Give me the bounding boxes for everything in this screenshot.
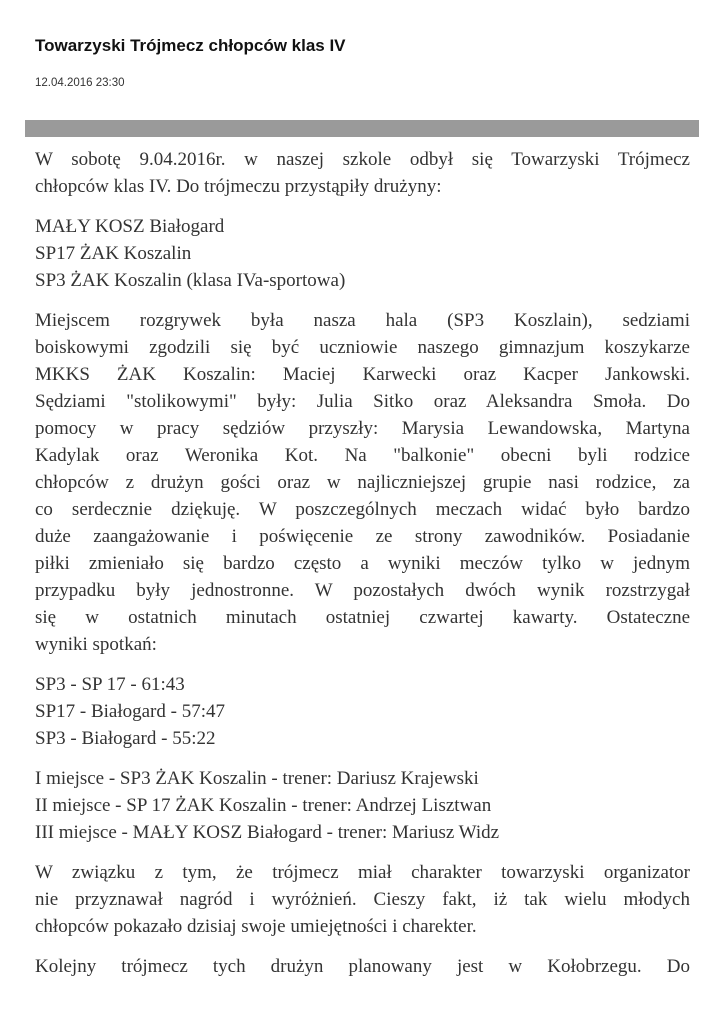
result-item: SP3 - Białogard - 55:22 <box>35 728 216 749</box>
body-line: Sędziami "stolikowymi" były: Julia Sitko oraz Aleksandra Smoła. Do <box>35 391 690 412</box>
closing-paragraph <box>35 859 690 940</box>
closing-line: chłopców pokazało dzisiaj swoje umiejętności i charekter. <box>35 916 477 937</box>
final-paragraph <box>35 953 690 980</box>
body-line: boiskowymi zgodzili się być uczniowie naszego gimnazjum koszykarze <box>35 337 690 358</box>
intro-paragraph <box>35 146 690 200</box>
header-divider-bar <box>25 120 699 137</box>
standing-item: III miejsce - MAŁY KOSZ Białogard - trener: Mariusz Widz <box>35 822 500 843</box>
standing-item: I miejsce - SP3 ŻAK Koszalin - trener: Dariusz Krajewski <box>35 768 479 789</box>
body-line: co serdecznie dziękuję. W poszczególnych meczach widać było bardzo <box>35 499 690 520</box>
team-item: SP17 ŻAK Koszalin <box>35 243 192 264</box>
article-body <box>35 146 690 993</box>
article-title: Towarzyski Trójmecz chłopców klas IV <box>35 36 346 55</box>
body-line: chłopców z drużyn gości oraz w najliczniejszej grupie nasi rodzice, za <box>35 472 690 493</box>
body-line: duże zaangażowanie i poświęcenie ze strony zawodników. Posiadanie <box>35 526 690 547</box>
results-list <box>35 671 690 752</box>
article-date: 12.04.2016 23:30 <box>35 77 125 89</box>
body-line: przypadku były jednostronne. W pozostałych dwóch wynik rozstrzygał <box>35 580 690 601</box>
body-line: Miejscem rozgrywek była nasza hala (SP3 Koszlain), sedziami <box>35 310 690 331</box>
result-item: SP17 - Białogard - 57:47 <box>35 701 225 722</box>
body-line: piłki zmieniało się bardzo często a wyniki meczów tylko w jednym <box>35 553 690 574</box>
closing-line: W związku z tym, że trójmecz miał charakter towarzyski organizator <box>35 862 690 883</box>
body-line: się w ostatnich minutach ostatniej czwartej kawarty. Ostateczne <box>35 607 690 628</box>
body-line: MKKS ŻAK Koszalin: Maciej Karwecki oraz Kacper Jankowski. <box>35 364 690 385</box>
body-paragraph <box>35 307 690 658</box>
team-item: MAŁY KOSZ Białogard <box>35 216 225 237</box>
teams-list <box>35 213 690 294</box>
closing-line: nie przyznawał nagród i wyróżnień. Cieszy fakt, iż tak wielu młodych <box>35 889 690 910</box>
final-line: Kolejny trójmecz tych drużyn planowany jest w Kołobrzegu. Do <box>35 956 690 977</box>
body-line: wyniki spotkań: <box>35 634 157 655</box>
body-line: Kadylak oraz Weronika Kot. Na "balkonie" obecni byli rodzice <box>35 445 690 466</box>
team-item: SP3 ŻAK Koszalin (klasa IVa-sportowa) <box>35 270 346 291</box>
standings-list <box>35 765 690 846</box>
body-line: pomocy w pracy sędziów przyszły: Marysia Lewandowska, Martyna <box>35 418 690 439</box>
intro-line: chłopców klas IV. Do trójmeczu przystąpiły drużyny: <box>35 176 442 197</box>
intro-line: W sobotę 9.04.2016r. w naszej szkole odbył się Towarzyski Trójmecz <box>35 149 690 170</box>
standing-item: II miejsce - SP 17 ŻAK Koszalin - trener: Andrzej Lisztwan <box>35 795 492 816</box>
result-item: SP3 - SP 17 - 61:43 <box>35 674 185 695</box>
